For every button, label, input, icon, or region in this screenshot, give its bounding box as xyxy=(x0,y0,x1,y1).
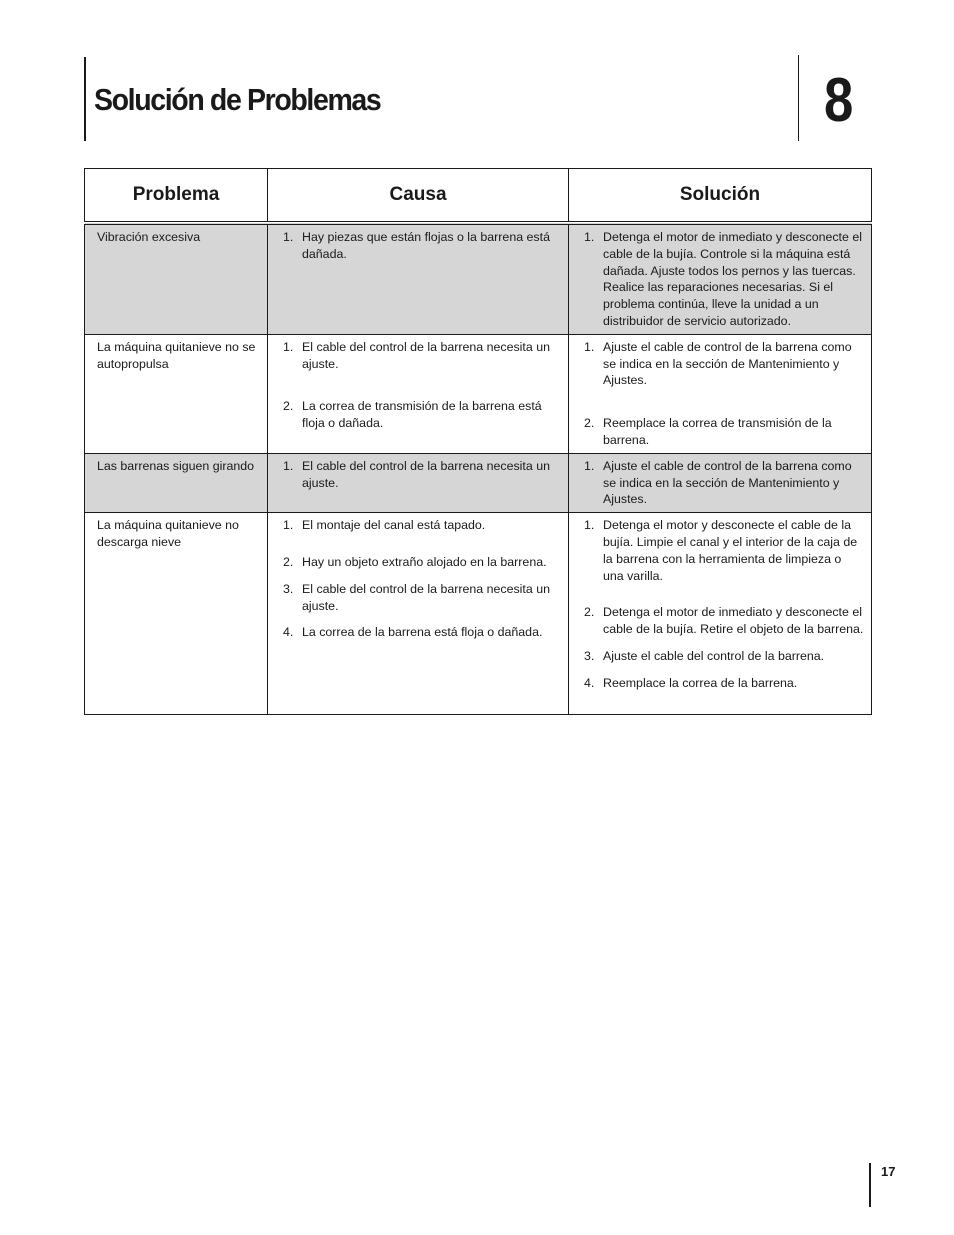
solution-text: Reemplace la correa de transmisión de la barrena. xyxy=(603,416,832,447)
cause-text: El cable del control de la barrena necesita un ajuste. xyxy=(302,581,550,613)
solution-text: Detenga el motor de inmediato y desconecte el cable de la bujía. Controle si la máquina está dañada. Ajuste todos los pernos y las tuercas. Realice las reparaciones necesarias. Si el problema continúa, lleve la unidad a un distribuidor de servicio autorizado. xyxy=(603,230,862,328)
table-header-row xyxy=(85,169,872,224)
solution-item xyxy=(581,458,865,508)
solution-cell xyxy=(569,334,872,453)
cause-list xyxy=(280,229,562,263)
cause-item xyxy=(280,517,562,534)
list-number: 1. xyxy=(584,339,595,354)
table-row xyxy=(85,334,872,453)
solution-item xyxy=(581,415,865,449)
page-number-rule xyxy=(869,1163,871,1207)
list-number: 2. xyxy=(584,605,595,620)
solution-text: Detenga el motor y desconecte el cable de la bujía. Limpie el canal y el interior de la caja de la barrena con la herramienta de limpieza o una varilla. xyxy=(603,518,858,583)
solution-text: Detenga el motor de inmediato y desconecte el cable de la bujía. Retire el objeto de la barrena. xyxy=(603,605,864,637)
cause-item xyxy=(280,398,562,432)
problem-cell xyxy=(85,223,268,334)
solution-item xyxy=(581,648,865,665)
cause-item xyxy=(280,458,562,492)
solution-item xyxy=(581,339,865,389)
list-number: 1. xyxy=(283,518,294,533)
list-number: 1. xyxy=(584,230,595,244)
problem-text: La máquina quitanieve no se autopropulsa xyxy=(97,339,256,371)
table-row xyxy=(85,223,872,334)
cause-text: La correa de la barrena está floja o dañada. xyxy=(302,625,543,640)
problem-text: Vibración excesiva xyxy=(97,230,201,244)
solution-cell xyxy=(569,453,872,512)
table-row xyxy=(85,513,872,715)
page-title: Solución de Problemas xyxy=(94,82,381,117)
list-number: 1. xyxy=(584,458,595,473)
cause-cell xyxy=(268,223,569,334)
solution-list xyxy=(581,339,865,449)
cause-text: El cable del control de la barrena necesita un ajuste. xyxy=(302,458,550,490)
cause-list xyxy=(280,339,562,432)
solution-item xyxy=(581,229,865,330)
solution-cell xyxy=(569,513,872,715)
list-number: 2. xyxy=(283,399,294,414)
cause-text: Hay un objeto extraño alojado en la barrena. xyxy=(302,554,547,569)
solution-list xyxy=(581,458,865,508)
cause-text: El cable del control de la barrena necesita un ajuste. xyxy=(302,339,550,371)
list-number: 1. xyxy=(283,230,294,244)
solution-text: Ajuste el cable de control de la barrena como se indica en la sección de Mantenimiento y Ajustes. xyxy=(603,339,852,388)
header-rule-right xyxy=(798,55,799,141)
cause-text: La correa de transmisión de la barrena está floja o dañada. xyxy=(302,399,542,431)
solution-cell xyxy=(569,223,872,334)
cause-item xyxy=(280,339,562,373)
cause-list xyxy=(280,517,562,641)
list-number: 2. xyxy=(584,416,595,431)
solution-text: Ajuste el cable del control de la barrena. xyxy=(603,648,825,663)
list-number: 1. xyxy=(283,339,294,354)
column-header-problem: Problema xyxy=(85,169,268,224)
cause-item xyxy=(280,581,562,615)
solution-text: Ajuste el cable de control de la barrena como se indica en la sección de Mantenimiento y Ajustes. xyxy=(603,458,852,507)
list-number: 2. xyxy=(283,554,294,569)
troubleshooting-table xyxy=(84,168,872,715)
list-number: 3. xyxy=(283,581,294,596)
table-body xyxy=(85,223,872,715)
column-header-solution: Solución xyxy=(569,169,872,224)
cause-item xyxy=(280,229,562,263)
solution-list xyxy=(581,229,865,330)
cause-item xyxy=(280,554,562,571)
cause-text: El montaje del canal está tapado. xyxy=(302,518,486,533)
list-number: 4. xyxy=(584,675,595,690)
cause-cell xyxy=(268,334,569,453)
cause-cell xyxy=(268,453,569,512)
problem-cell xyxy=(85,334,268,453)
cause-cell xyxy=(268,513,569,715)
list-number: 3. xyxy=(584,648,595,663)
cause-list xyxy=(280,458,562,492)
cause-item xyxy=(280,624,562,641)
column-header-cause: Causa xyxy=(268,169,569,224)
page-number: 17 xyxy=(881,1164,896,1179)
header-rule-left xyxy=(84,57,86,141)
problem-cell xyxy=(85,453,268,512)
solution-text: Reemplace la correa de la barrena. xyxy=(603,675,798,690)
solution-item xyxy=(581,604,865,638)
solution-item xyxy=(581,517,865,584)
cause-text: Hay piezas que están flojas o la barrena está dañada. xyxy=(302,230,550,261)
list-number: 4. xyxy=(283,625,294,640)
solution-list xyxy=(581,517,865,691)
solution-item xyxy=(581,675,865,692)
list-number: 1. xyxy=(584,518,595,533)
chapter-number: 8 xyxy=(824,66,854,135)
problem-text: Las barrenas siguen girando xyxy=(97,458,255,473)
list-number: 1. xyxy=(283,458,294,473)
table-row xyxy=(85,453,872,512)
problem-text: La máquina quitanieve no descarga nieve xyxy=(97,518,239,549)
problem-cell xyxy=(85,513,268,715)
